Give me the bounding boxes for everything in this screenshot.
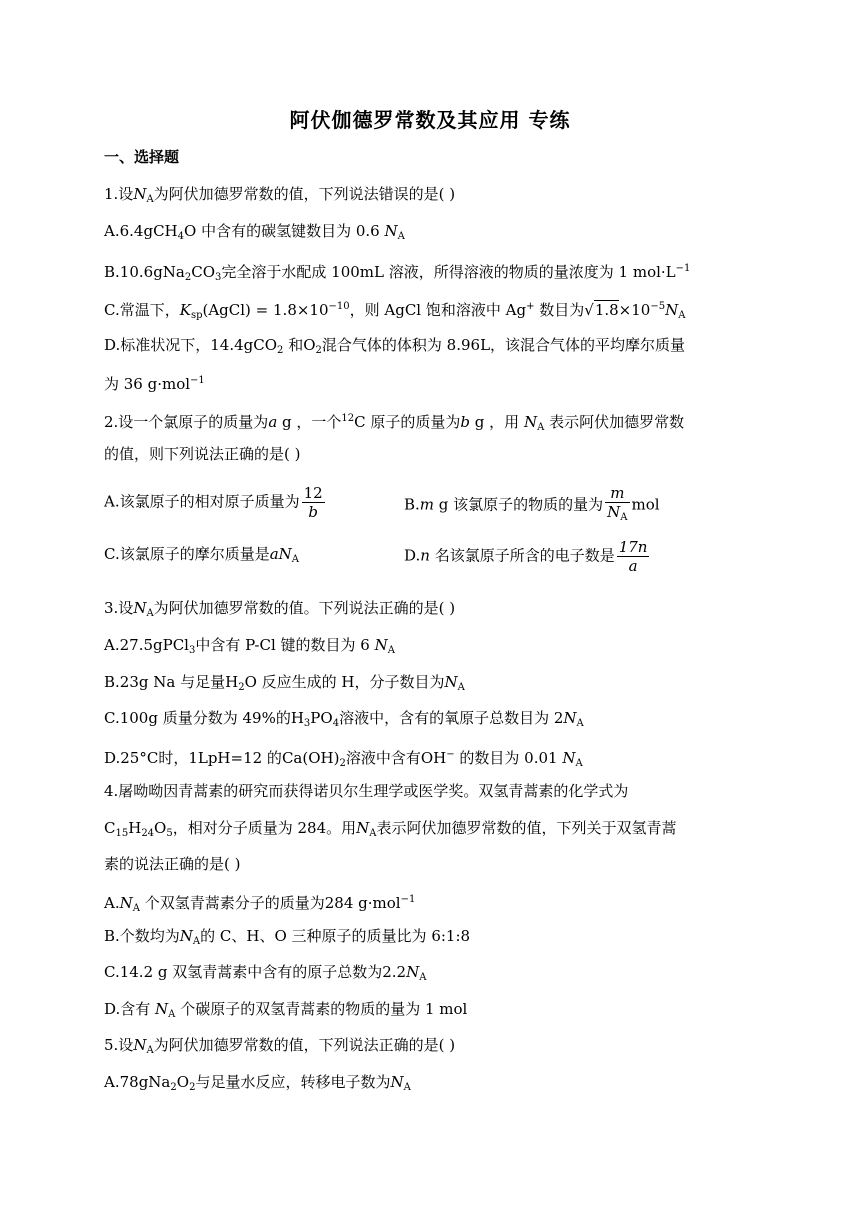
q3-option-b: B.23g Na 与足量$H_2O$ 反应生成的 H，分子数目为$N_A$: [104, 673, 465, 693]
q2-option-b: B.m g 该氯原子的物质的量为 $\frac{m}{N_A}$ mol: [404, 484, 660, 527]
q2-stem: 2.设一个氯原子的质量为a g ，一个$^{12}$C 原子的质量为b g ，用 $N_A$ 表示阿伏加德罗常数: [104, 413, 685, 433]
q4-option-d: D.含有 $N_A$ 个碳原子的双氢青蒿素的物质的量为 1 mol: [104, 1000, 468, 1020]
q5-option-a: $A.78gNa_2O_2$与足量水反应，转移电子数为$N_A$: [104, 1073, 411, 1093]
q1-option-c: C.常温下，$K_{sp}(AgCl) = 1.8\times 10^{-10}$，则 AgCl 饱和溶液中 Ag+ 数目为$√1.8\times 10^{-5}N_A$: [104, 301, 686, 321]
q4-option-c: C.14.2 g 双氢青蒿素中含有的原子总数为$2.2N_A$: [104, 963, 427, 983]
q4-stem: 4.屠呦呦因青蒿素的研究而获得诺贝尔生理学或医学奖。双氢青蒿素的化学式为: [104, 782, 629, 800]
q3-option-d: D.25°C时，1LpH=12 的$Ca(OH)_2$溶液中含有OH− 的数目为 0.01 $N_A$: [104, 749, 583, 769]
q4-stem-cont2: 素的说法正确的是( ): [104, 855, 241, 873]
q3-stem: 3.设$N_A$为阿伏加德罗常数的值。下列说法正确的是( ): [104, 599, 456, 619]
q1-stem: 1.设$N_A$为阿伏加德罗常数的值，下列说法错误的是( ): [104, 185, 456, 205]
section-heading: 一、选择题: [104, 148, 180, 166]
page-title: 阿伏伽德罗常数及其应用 专练: [289, 108, 571, 132]
q3-option-c: C.100g 质量分数为 49%的$H_3PO_4$溶液中，含有的氧原子总数目为 $2N_A$: [104, 709, 584, 729]
fraction-m-over-na: $\frac{m}{N_A}$: [607, 484, 628, 523]
q2-option-c: C.该氯原子的摩尔质量是$aN_A$: [104, 545, 300, 565]
q4-stem-cont: $C_{15}H_{24}O_5$，相对分子质量为 284。用$N_A$表示阿伏加德罗常数的值，下列关于双氢青蒿: [104, 819, 677, 839]
q2-option-d: D.n 名该氯原子所含的电子数是 $\frac{17n}{a}$: [404, 538, 648, 575]
q5-stem: 5.设$N_A$为阿伏加德罗常数的值，下列说法正确的是( ): [104, 1036, 456, 1056]
q2-stem-cont: 的值，则下列说法正确的是( ): [104, 445, 301, 463]
q4-option-a: $A.N_A$ 个双氢青蒿素分子的质量为284 g·mol$^{-1}$: [104, 894, 416, 914]
q4-option-b: B.个数均为$N_A$的 C、H、O 三种原子的质量比为 6:1:8: [104, 927, 471, 947]
q1-option-d: D.标准状况下，14.4gCO$_2$ 和$O_2$混合气体的体积为 8.96L，该混合气体的平均摩尔质量: [104, 336, 686, 356]
q2-option-a: A.该氯原子的相对原子质量为 $\frac{12}{b}$: [104, 484, 323, 521]
fraction-17n-over-a: $\frac{17n}{a}$: [618, 538, 648, 575]
q1-option-b: $B.10.6gNa_2CO_3$完全溶于水配成 100mL 溶液，所得溶液的物质的量浓度为 1 $mol\cdot L^{-1}$: [104, 263, 691, 283]
q1-option-d-cont: 为 36 g·mol$^{-1}$: [104, 375, 205, 393]
q1-option-a: A.6.4gCH$_4$O 中含有的碳氢键数目为 0.6 $N_A$: [104, 222, 405, 242]
q3-option-a: A.27.5gPCl$_3$中含有 P-Cl 键的数目为 6 $N_A$: [104, 636, 395, 656]
fraction-12-over-b: $\frac{12}{b}$: [303, 484, 323, 521]
